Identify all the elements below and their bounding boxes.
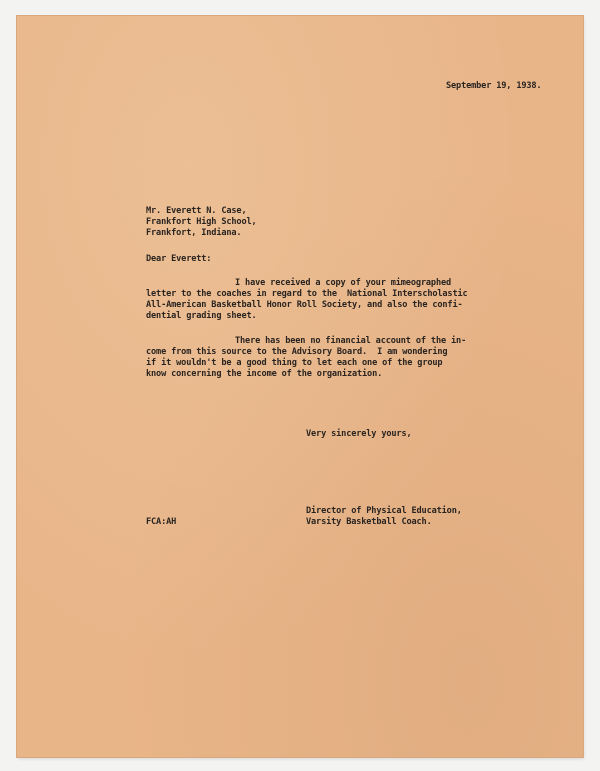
letter-page [17,16,583,757]
paragraph2-line: if it wouldn't be a good thing to let each one of the group [146,358,443,368]
salutation: Dear Everett: [146,254,212,264]
signature-title: Varsity Basketball Coach. [306,517,432,527]
paragraph1-line: I have received a copy of your mimeographed [235,278,452,288]
typist-initials: FCA:AH [146,517,177,527]
paragraph1-line: All-American Basketball Honor Roll Society, and also the confi- [146,300,463,310]
recipient-name: Mr. Everett N. Case, [146,206,247,216]
paragraph1-line: dential grading sheet. [146,311,257,321]
paragraph1-line: letter to the coaches in regard to the National Interscholastic [146,289,468,299]
recipient-city: Frankfort, Indiana. [146,228,242,238]
recipient-organization: Frankfort High School, [146,217,257,227]
letter-date: September 19, 1938. [446,81,542,91]
signature-title: Director of Physical Education, [306,506,462,516]
closing: Very sincerely yours, [306,429,412,439]
paragraph2-line: There has been no financial account of the in- [235,336,467,346]
paragraph2-line: come from this source to the Advisory Board. I am wondering [146,347,448,357]
paragraph2-line: know concerning the income of the organization. [146,369,383,379]
